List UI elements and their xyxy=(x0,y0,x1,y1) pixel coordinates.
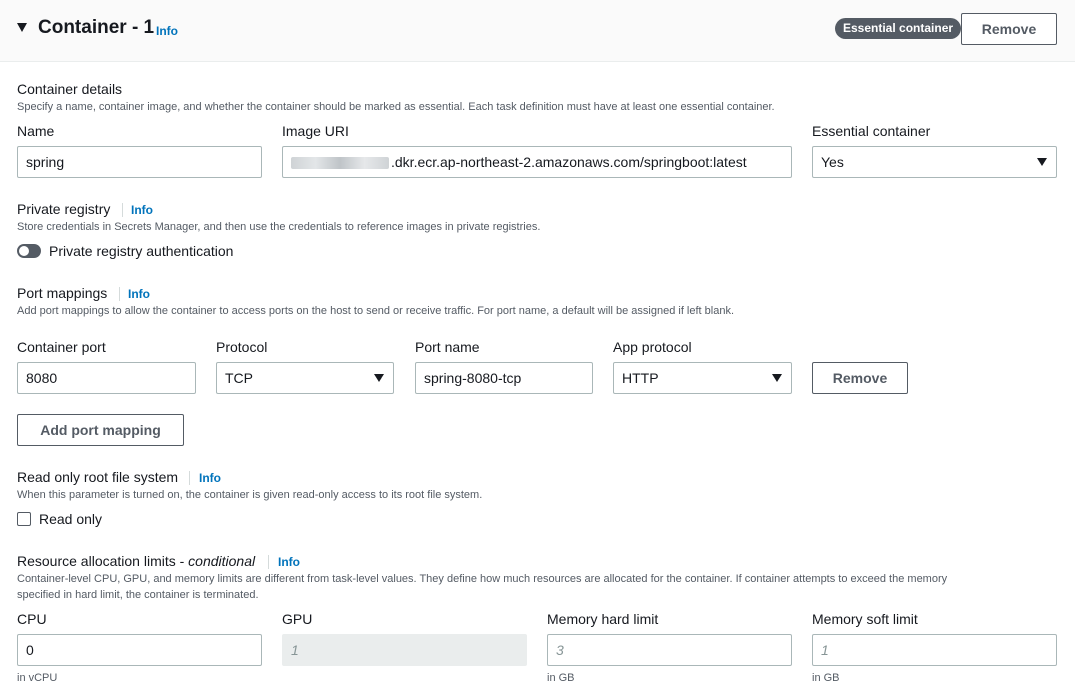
memory-soft-limit-unit: in GB xyxy=(812,672,840,684)
container-port-input[interactable]: 8080 xyxy=(17,362,196,394)
private-registry-info-link[interactable]: Info xyxy=(131,203,153,217)
resource-limits-heading xyxy=(17,553,255,569)
port-name-input[interactable]: spring-8080-tcp xyxy=(415,362,593,394)
name-input[interactable]: spring xyxy=(17,146,262,178)
name-label: Name xyxy=(17,123,55,139)
essential-container-select[interactable] xyxy=(812,146,1057,178)
port-name-label: Port name xyxy=(415,339,480,355)
add-port-mapping-button[interactable]: Add port mapping xyxy=(17,414,184,446)
readonly-checkbox-label: Read only xyxy=(39,511,103,527)
port-mappings-info-link[interactable]: Info xyxy=(128,287,150,301)
cpu-label: CPU xyxy=(17,611,47,627)
toggle-knob xyxy=(19,246,29,256)
gpu-label: GPU xyxy=(282,611,313,627)
protocol-select[interactable] xyxy=(216,362,394,394)
cpu-unit: in vCPU xyxy=(17,672,58,684)
private-registry-description: Store credentials in Secrets Manager, and then use the credentials to reference images in private registries. xyxy=(17,221,541,233)
essential-container-label: Essential container xyxy=(812,123,931,139)
image-uri-input[interactable] xyxy=(282,146,792,178)
heading-divider xyxy=(189,471,190,485)
private-registry-toggle[interactable] xyxy=(17,244,41,258)
cpu-input[interactable]: 0 xyxy=(17,634,262,666)
memory-hard-limit-unit: in GB xyxy=(547,672,575,684)
protocol-label: Protocol xyxy=(216,339,268,355)
app-protocol-select[interactable] xyxy=(613,362,792,394)
container-header xyxy=(0,0,1075,62)
resource-limits-info-link[interactable]: Info xyxy=(278,555,300,569)
readonly-heading: Read only root file system xyxy=(17,469,179,485)
resource-limits-heading-text: Resource allocation limits - xyxy=(17,553,189,569)
dropdown-arrow-icon xyxy=(772,374,782,382)
container-details-heading: Container details xyxy=(17,81,123,97)
collapse-caret-icon[interactable] xyxy=(17,23,27,32)
heading-divider xyxy=(268,555,269,569)
gpu-input: 1 xyxy=(282,634,527,666)
dropdown-arrow-icon xyxy=(374,374,384,382)
image-uri-value: .dkr.ecr.ap-northeast-2.amazonaws.com/springboot:latest xyxy=(391,154,747,170)
essential-container-value: Yes xyxy=(821,154,844,170)
memory-hard-limit-input[interactable]: 3 xyxy=(547,634,792,666)
essential-container-badge: Essential container xyxy=(835,18,961,39)
remove-port-mapping-button[interactable]: Remove xyxy=(812,362,908,394)
readonly-description: When this parameter is turned on, the container is given read-only access to its root file system. xyxy=(17,489,483,501)
heading-divider xyxy=(119,287,120,301)
port-mappings-description: Add port mappings to allow the container to access ports on the host to send or receive traffic. For port name, a default will be assigned if left blank. xyxy=(17,305,735,317)
memory-hard-limit-label: Memory hard limit xyxy=(547,611,659,627)
app-protocol-value: HTTP xyxy=(622,370,659,386)
conditional-text: conditional xyxy=(188,553,256,569)
private-registry-heading: Private registry xyxy=(17,201,111,217)
heading-divider xyxy=(122,203,123,217)
container-details-description: Specify a name, container image, and whether the container should be marked as essential. Each task definition must have at least one essential container. xyxy=(17,101,775,113)
protocol-value: TCP xyxy=(225,370,253,386)
remove-container-button[interactable]: Remove xyxy=(961,13,1057,45)
container-info-link[interactable]: Info xyxy=(156,24,178,38)
resource-limits-description-line1: Container-level CPU, GPU, and memory limits are different from task-level values. They define how much resources are allocated for the container. If container attempts to exceed the memory xyxy=(17,573,948,585)
port-mappings-heading: Port mappings xyxy=(17,285,108,301)
image-uri-label: Image URI xyxy=(282,123,349,139)
memory-soft-limit-label: Memory soft limit xyxy=(812,611,918,627)
dropdown-arrow-icon xyxy=(1037,158,1047,166)
container-port-label: Container port xyxy=(17,339,106,355)
resource-limits-description-line2: specified in hard limit, the container is terminated. xyxy=(17,589,259,601)
private-registry-toggle-label: Private registry authentication xyxy=(49,243,234,259)
redacted-account-id xyxy=(291,157,389,169)
app-protocol-label: App protocol xyxy=(613,339,692,355)
container-title: Container - 1 xyxy=(38,17,155,38)
readonly-checkbox[interactable] xyxy=(17,512,31,526)
readonly-info-link[interactable]: Info xyxy=(199,471,221,485)
memory-soft-limit-input[interactable]: 1 xyxy=(812,634,1057,666)
